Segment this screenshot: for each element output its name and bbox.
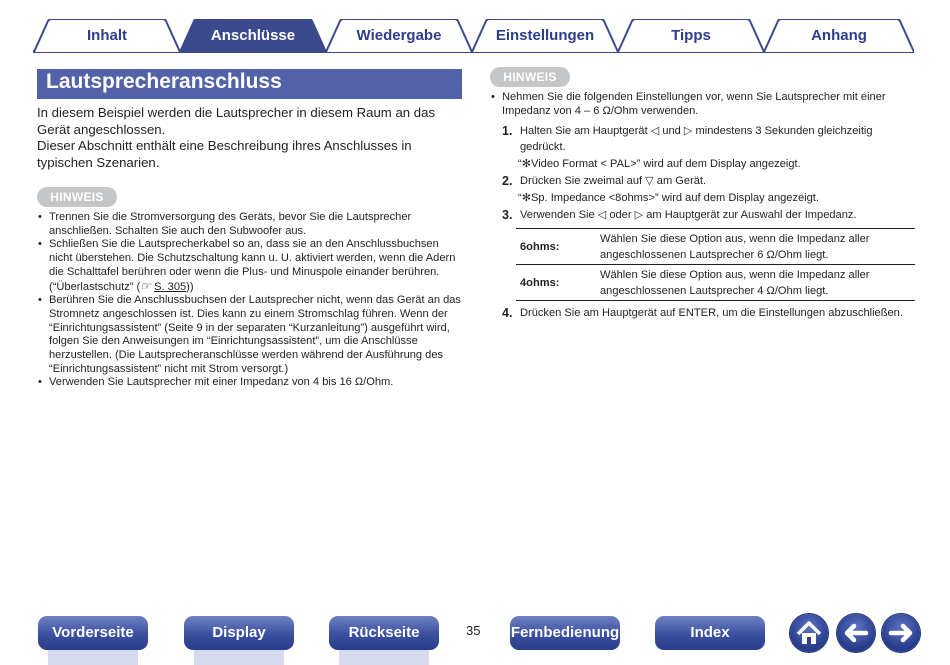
list-item [37,238,462,294]
tab-label: Anschlüsse [210,27,296,44]
tab-einstellungen[interactable] [472,19,618,52]
note-text: Berühren Sie die Anschlussbuchsen der Lautsprecher nicht, wenn das Gerät an das Stromnetz angeschlossen ist. Dies kann zu einem Stromschlag führen. Wenn der “Einrichtungsassistent” (Seite 9 in der separaten “Kurzanleitung”) ausgeführt wird, folgen Sie den Anweisungen im “Einrichtungsassistent”, um die Anschlüsse herzustellen. (Die Lautsprecheranschlüsse werden während der Ausführung des “Einrichtungsassistent” nicht mit Strom versorgt.) [49,294,461,375]
list-item [490,91,910,118]
intro-paragraph-1: In diesem Beispiel werden die Lautsprecher in diesem Raum an das Gerät angeschlossen. [37,105,436,137]
table-key: 6ohms: [516,229,600,265]
forward-button[interactable] [882,614,920,652]
step-text: Drücken Sie zweimal auf ▽ am Gerät. [520,175,707,187]
note-text: Schließen Sie die Lautsprecherkabel so an, dass sie an den Anschlussbuchsen nicht überstehen. Die Schutzschaltung kann u. U. aktiviert werden, wenn die Adern die Schalttafel berühren oder wenn die Plus- und Minuspole einander berühren. (“Überlastschutz” ( [49,238,456,293]
tab-label: Einstellungen [495,27,595,44]
tab-wiedergabe[interactable] [326,19,472,52]
impedance-table [516,228,915,301]
step-number: 1. [502,124,513,138]
tab-label: Inhalt [87,27,127,44]
page-title: Lautsprecheranschluss [46,70,282,93]
ref-close: )) [186,280,194,293]
note-badge-left: HINWEIS [37,187,117,207]
display-button[interactable] [184,616,294,652]
step-number: 2. [502,174,513,188]
note-text: Verwenden Sie Lautsprecher mit einer Impedanz von 4 bis 16 Ω/Ohm. [49,376,394,389]
tab-tipps[interactable] [618,19,764,52]
button-label: Display [212,624,266,641]
button-shadow [194,650,284,665]
tab-inhalt[interactable] [34,19,180,52]
step-number: 4. [502,306,513,320]
arrow-right-icon [882,614,920,652]
back-button[interactable] [837,614,875,652]
step-text: Halten Sie am Hauptgerät ◁ und ▷ mindestens 3 Sekunden gleichzeitig gedrückt. [520,125,873,153]
home-button[interactable] [790,614,828,652]
table-row [516,265,915,301]
button-label: Index [690,624,730,641]
tab-label: Wiedergabe [356,27,442,44]
button-shadow [48,650,138,665]
home-icon [790,614,828,652]
index-button[interactable] [655,616,765,652]
button-label: Vorderseite [52,624,134,641]
notes-list-right [490,91,910,118]
note-text: Nehmen Sie die folgenden Einstellungen vor, wenn Sie Lautsprecher mit einer Impedanz von 4 – 6 Ω/Ohm verwenden. [502,91,886,117]
display-message-1: “✻Video Format < PAL>” wird auf dem Display angezeigt. [518,158,801,170]
button-label: Rückseite [348,624,420,641]
step-3 [502,207,917,223]
intro-paragraph-2: Dieser Abschnitt enthält eine Beschreibung ihres Anschlusses in typischen Szenarien. [37,138,412,170]
table-value: Wählen Sie diese Option aus, wenn die Impedanz aller angeschlossenen Lautsprecher 6 Ω/Ohm liegt. [600,229,915,265]
vorderseite-button[interactable] [38,616,148,652]
pointing-hand-icon: ☞ [140,278,151,293]
step-number: 3. [502,208,513,222]
display-message-2: “✻Sp. Impedance <8ohms>” wird auf dem Display angezeigt. [518,192,819,204]
button-shadow [339,650,429,665]
step-text: Verwenden Sie ◁ oder ▷ am Hauptgerät zur Auswahl der Impedanz. [520,209,857,221]
step-text: Drücken Sie am Hauptgerät auf ENTER, um die Einstellungen abzuschließen. [520,307,903,319]
table-value: Wählen Sie diese Option aus, wenn die Impedanz aller angeschlossenen Lautsprecher 4 Ω/Ohm liegt. [600,265,915,301]
button-label: Fernbedienung [510,624,620,641]
arrow-left-icon [837,614,875,652]
tab-anschluesse[interactable] [180,19,326,52]
list-item [37,211,462,238]
intro-text [37,105,467,171]
list-item [37,294,462,376]
notes-list-left [37,211,462,390]
page-ref-link[interactable]: S. 305 [154,280,187,293]
table-row [516,229,915,265]
note-text: Trennen Sie die Stromversorgung des Geräts, bevor Sie die Lautsprecher anschließen. Schalten Sie auch den Subwoofer aus. [49,211,412,237]
tab-bar [0,0,950,56]
section-title-bar [37,69,462,99]
step-2 [502,173,917,189]
tab-label: Tipps [671,27,711,44]
step-1 [502,123,917,155]
list-item [37,376,462,390]
tab-anhang[interactable] [764,19,914,52]
table-key: 4ohms: [516,265,600,301]
step-4 [502,305,917,321]
page-number: 35 [466,623,481,638]
fernbedienung-button[interactable] [510,616,620,652]
note-badge-right: HINWEIS [490,67,570,87]
tab-label: Anhang [811,27,867,44]
rueckseite-button[interactable] [329,616,439,652]
